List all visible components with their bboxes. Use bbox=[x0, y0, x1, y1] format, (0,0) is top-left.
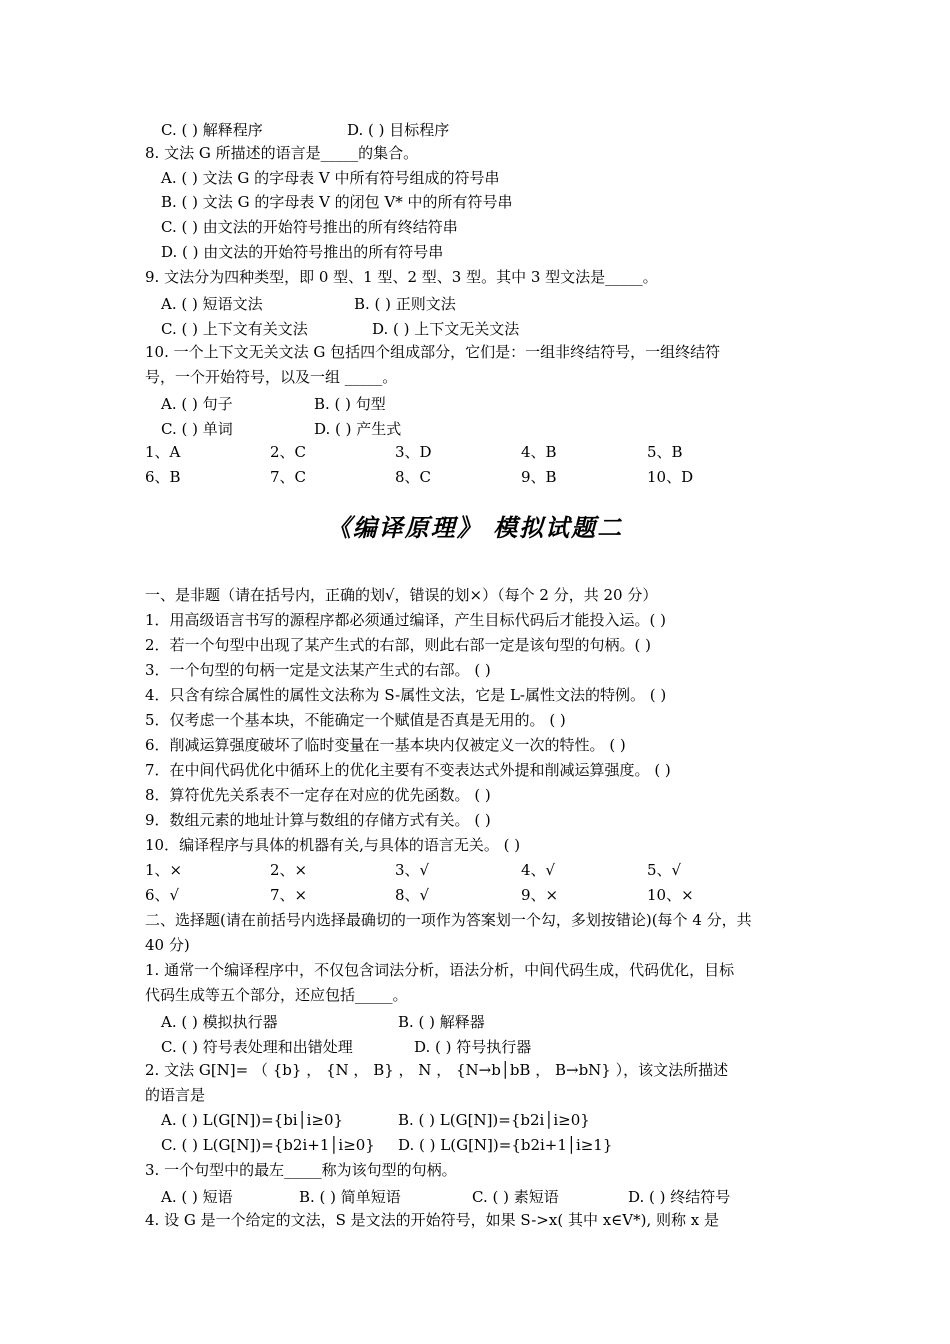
s2-q3-option-d: D. ( ) 终结符号 bbox=[628, 1188, 731, 1206]
s2-q2-option-c: C. ( ) L(G[N])={b2i+1│i≥0} bbox=[161, 1136, 375, 1154]
s2-q1-stem-line1: 1. 通常一个编译程序中，不仅包含词法分析，语法分析，中间代码生成，代码优化，目标 bbox=[145, 961, 735, 979]
s1-item: 2．若一个句型中出现了某产生式的右部，则此右部一定是该句型的句柄。( ) bbox=[145, 636, 652, 654]
s1-item: 3．一个句型的句柄一定是文法某产生式的右部。 ( ) bbox=[145, 661, 491, 679]
q9-stem: 9. 文法分为四种类型，即 0 型、1 型、2 型、3 型。其中 3 型文法是_____。 bbox=[145, 268, 658, 286]
answer: 6、B bbox=[145, 468, 181, 486]
section2-heading-line2: 40 分) bbox=[145, 936, 190, 954]
answer: 5、√ bbox=[647, 861, 682, 879]
answer: 5、B bbox=[647, 443, 683, 461]
answer: 9、× bbox=[521, 886, 559, 904]
s1-item: 5．仅考虑一个基本块，不能确定一个赋值是否真是无用的。 ( ) bbox=[145, 711, 566, 729]
s2-q1-option-c: C. ( ) 符号表处理和出错处理 bbox=[161, 1038, 353, 1056]
section1-heading: 一、是非题（请在括号内，正确的划√，错误的划×）（每个 2 分，共 20 分） bbox=[145, 586, 658, 604]
s2-q1-option-d: D. ( ) 符号执行器 bbox=[414, 1038, 532, 1056]
q7-option-d: D. ( ) 目标程序 bbox=[347, 121, 450, 139]
q10-stem-line1: 10. 一个上下文无关文法 G 包括四个组成部分，它们是：一组非终结符号，一组终结符 bbox=[145, 343, 721, 361]
q10-option-c: C. ( ) 单词 bbox=[161, 420, 233, 438]
section2-heading-line1: 二、选择题(请在前括号内选择最确切的一项作为答案划一个勾，多划按错论)(每个 4 分，共 bbox=[145, 911, 752, 929]
q8-option-a: A. ( ) 文法 G 的字母表 V 中所有符号组成的符号串 bbox=[161, 169, 500, 187]
answer: 6、√ bbox=[145, 886, 180, 904]
answer: 8、C bbox=[395, 468, 432, 486]
s2-q2-option-d: D. ( ) L(G[N])={b2i+1│i≥1} bbox=[398, 1136, 613, 1154]
s1-answers-row-2 bbox=[145, 886, 825, 904]
answer: 1、A bbox=[145, 443, 181, 461]
q9-option-b: B. ( ) 正则文法 bbox=[354, 295, 456, 313]
s2-q2-stem-line1: 2. 文法 G[N]= （ {b} ， {N ， B} ， N ， {N→b│bB ， B→bN} ），该文法所描述 bbox=[145, 1061, 729, 1079]
s2-q3-option-a: A. ( ) 短语 bbox=[161, 1188, 233, 1206]
q8-option-d: D. ( ) 由文法的开始符号推出的所有符号串 bbox=[161, 243, 444, 261]
exam-title: 《编译原理》 模拟试题二 bbox=[326, 513, 624, 542]
s1-item: 4．只含有综合属性的属性文法称为 S-属性文法，它是 L-属性文法的特例。 ( ) bbox=[145, 686, 667, 704]
answers-row-2 bbox=[145, 468, 825, 486]
answer: 4、B bbox=[521, 443, 557, 461]
q7-option-c: C. ( ) 解释程序 bbox=[161, 121, 263, 139]
s2-q3-stem: 3. 一个句型中的最左_____称为该句型的句柄。 bbox=[145, 1161, 457, 1179]
s1-item: 9．数组元素的地址计算与数组的存储方式有关。 ( ) bbox=[145, 811, 491, 829]
s2-q1-option-b: B. ( ) 解释器 bbox=[398, 1013, 485, 1031]
answer: 7、× bbox=[270, 886, 308, 904]
q10-option-a: A. ( ) 句子 bbox=[161, 395, 233, 413]
s2-q2-option-b: B. ( ) L(G[N])={b2i│i≥0} bbox=[398, 1111, 590, 1129]
q10-stem-line2: 号，一个开始符号，以及一组 _____。 bbox=[145, 368, 398, 386]
answer: 3、D bbox=[395, 443, 432, 461]
answer: 10、× bbox=[647, 886, 694, 904]
answer: 2、C bbox=[270, 443, 307, 461]
q8-option-c: C. ( ) 由文法的开始符号推出的所有终结符串 bbox=[161, 218, 458, 236]
answers-row-1 bbox=[145, 443, 825, 461]
s1-item: 1．用高级语言书写的源程序都必须通过编译，产生目标代码后才能投入运。( ) bbox=[145, 611, 667, 629]
answer: 1、× bbox=[145, 861, 183, 879]
answer: 2、× bbox=[270, 861, 308, 879]
s1-answers-row-1 bbox=[145, 861, 825, 879]
q9-option-c: C. ( ) 上下文有关文法 bbox=[161, 320, 308, 338]
s2-q2-stem-line2: 的语言是 bbox=[145, 1086, 206, 1104]
answer: 8、√ bbox=[395, 886, 430, 904]
q9-option-d: D. ( ) 上下文无关文法 bbox=[372, 320, 520, 338]
q10-option-b: B. ( ) 句型 bbox=[314, 395, 386, 413]
s1-item: 6．削减运算强度破坏了临时变量在一基本块内仅被定义一次的特性。 ( ) bbox=[145, 736, 626, 754]
q8-option-b: B. ( ) 文法 G 的字母表 V 的闭包 V* 中的所有符号串 bbox=[161, 193, 513, 211]
answer: 4、√ bbox=[521, 861, 556, 879]
answer: 9、B bbox=[521, 468, 557, 486]
s2-q3-option-b: B. ( ) 简单短语 bbox=[299, 1188, 401, 1206]
q8-stem: 8. 文法 G 所描述的语言是_____的集合。 bbox=[145, 144, 419, 162]
s2-q2-option-a: A. ( ) L(G[N])={bi│i≥0} bbox=[161, 1111, 344, 1129]
s1-item: 10．编译程序与具体的机器有关,与具体的语言无关。 ( ) bbox=[145, 836, 521, 854]
q10-option-d: D. ( ) 产生式 bbox=[314, 420, 402, 438]
s1-item: 7．在中间代码优化中循环上的优化主要有不变表达式外提和削减运算强度。 ( ) bbox=[145, 761, 671, 779]
s1-item: 8．算符优先关系表不一定存在对应的优先函数。 ( ) bbox=[145, 786, 491, 804]
answer: 7、C bbox=[270, 468, 307, 486]
q9-option-a: A. ( ) 短语文法 bbox=[161, 295, 263, 313]
answer: 3、√ bbox=[395, 861, 430, 879]
s2-q1-option-a: A. ( ) 模拟执行器 bbox=[161, 1013, 278, 1031]
answer: 10、D bbox=[647, 468, 694, 486]
s2-q4-stem: 4. 设 G 是一个给定的文法，S 是文法的开始符号，如果 S->x( 其中 x∈V*), 则称 x 是 bbox=[145, 1211, 720, 1229]
s2-q3-option-c: C. ( ) 素短语 bbox=[472, 1188, 559, 1206]
s2-q1-stem-line2: 代码生成等五个部分，还应包括_____。 bbox=[145, 986, 408, 1004]
